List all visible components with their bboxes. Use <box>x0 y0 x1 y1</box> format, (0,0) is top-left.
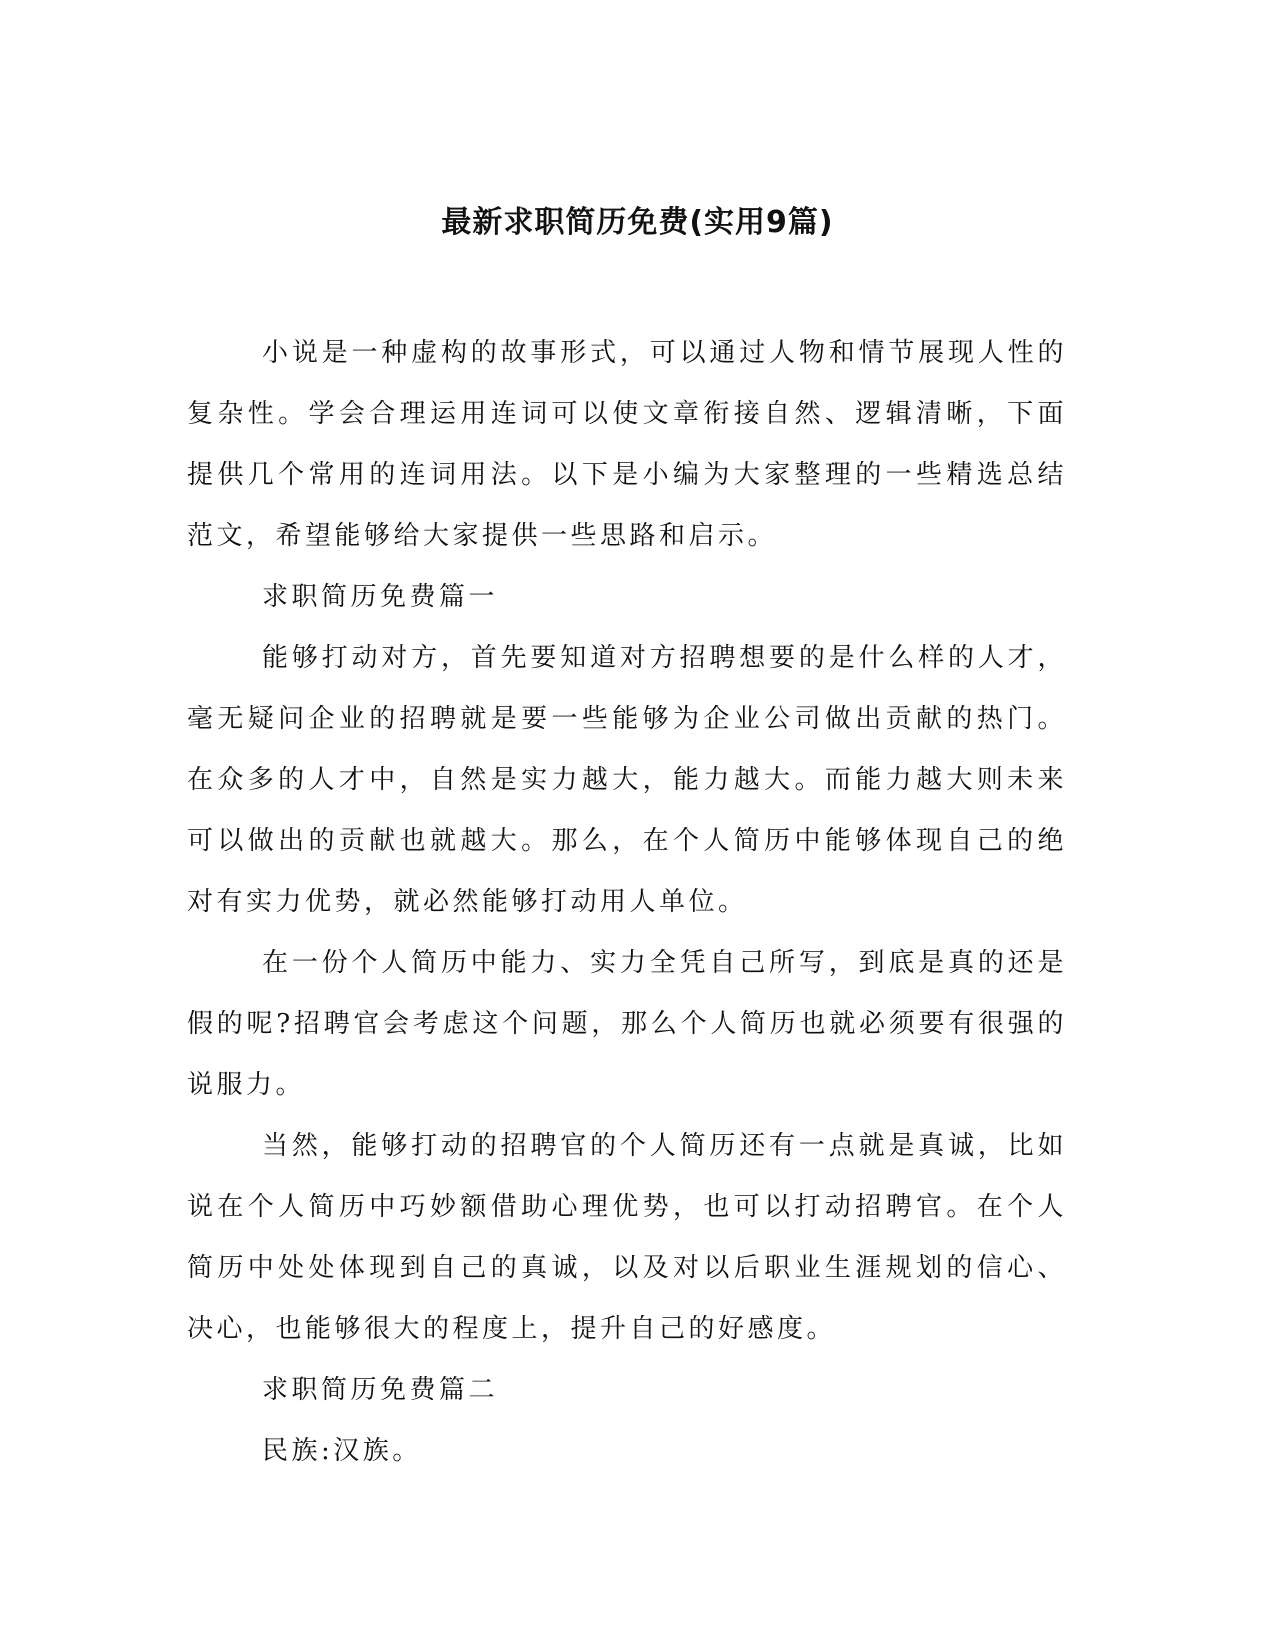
body-paragraph-2: 在一份个人简历中能力、实力全凭自己所写，到底是真的还是假的呢?招聘官会考虑这个问题，那么个人简历也就必须要有很强的说服力。 <box>187 948 1067 1100</box>
ethnicity-line: 民族:汉族。 <box>262 1436 422 1466</box>
section-heading-2: 求职简历免费篇二 <box>262 1375 499 1405</box>
body-paragraph-1: 能够打动对方，首先要知道对方招聘想要的是什么样的人才，毫无疑问企业的招聘就是要一些能够为企业公司做出贡献的热门。在众多的人才中，自然是实力越大，能力越大。而能力越大则未来可以做出的贡献也就越大。那么，在个人简历中能够体现自己的绝对有实力优势，就必然能够打动用人单位。 <box>187 643 1067 917</box>
section-heading-1: 求职简历免费篇一 <box>262 582 499 612</box>
document-body <box>187 323 1067 1482</box>
body-paragraph-3: 当然，能够打动的招聘官的个人简历还有一点就是真诚，比如说在个人简历中巧妙额借助心理优势，也可以打动招聘官。在个人简历中处处体现到自己的真诚，以及对以后职业生涯规划的信心、决心，也能够很大的程度上，提升自己的好感度。 <box>187 1131 1067 1344</box>
intro-paragraph: 小说是一种虚构的故事形式，可以通过人物和情节展现人性的复杂性。学会合理运用连词可以使文章衔接自然、逻辑清晰，下面提供几个常用的连词用法。以下是小编为大家整理的一些精选总结范文，希望能够给大家提供一些思路和启示。 <box>187 338 1067 551</box>
document-title: 最新求职简历免费(实用9篇) <box>441 205 834 240</box>
